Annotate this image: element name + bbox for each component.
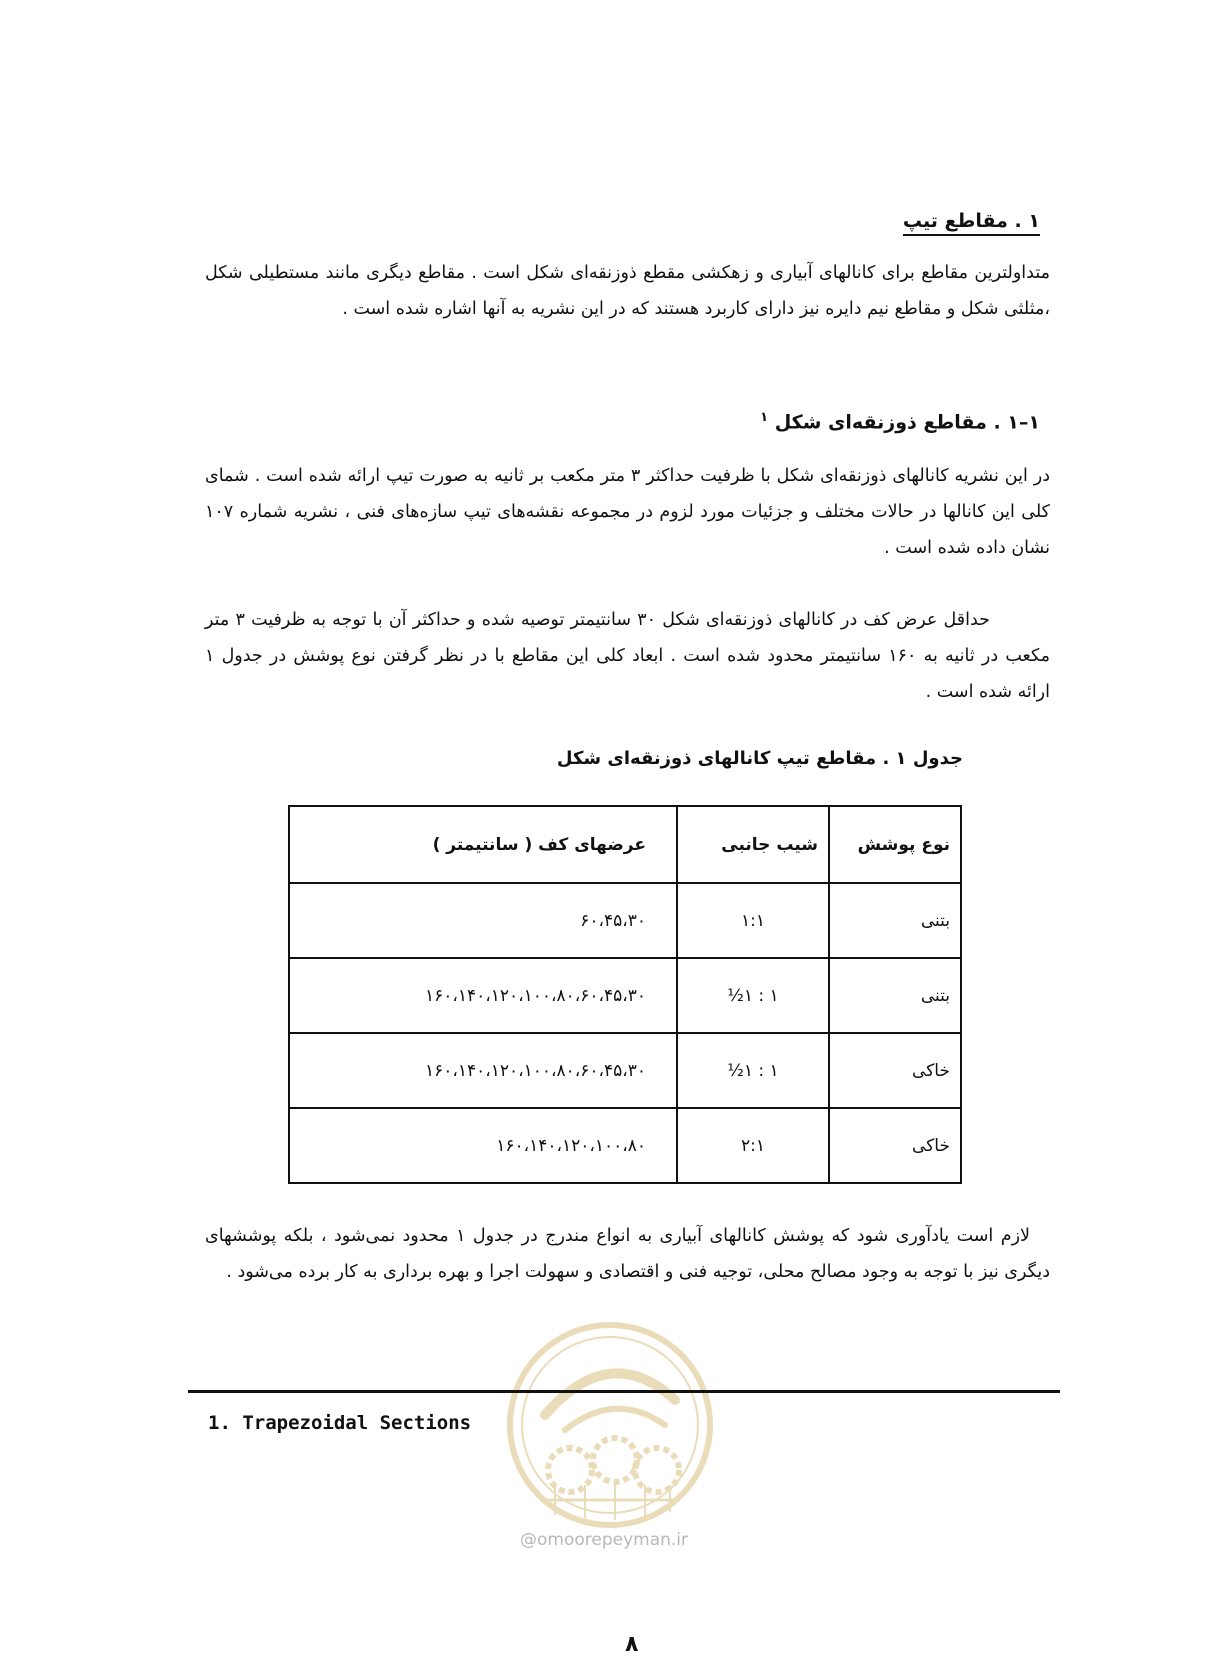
footnote-ref: ۱ — [760, 410, 769, 425]
page-number: ۸ — [625, 1632, 639, 1657]
section-heading-1-1 — [760, 410, 1040, 433]
header-bottom-widths: عرضهای کف ( سانتیمتر ) — [289, 806, 677, 883]
paragraph-2: در این نشریه کانالهای ذوزنقه‌ای شکل با ظرفیت حداکثر ۳ متر مکعب بر ثانیه به صورت تیپ ارائه شده است . شمای کلی این کانالها در حالات مختلف و جزئیات مورد لزوم در مجموعه نقشه‌های تیپ سازه‌های فنی ، نشریه شماره ۱۰۷ نشان داده شده است . — [205, 466, 1050, 558]
section-heading-1-1-text: ۱–۱ . مقاطع ذوزنقه‌ای شکل — [774, 411, 1040, 434]
widths-value: ۱۶۰،۱۴۰،۱۲۰،۱۰۰،۸۰،۶۰،۴۵،۳۰ — [424, 985, 646, 1006]
paragraph-4: لازم است یادآوری شود که پوشش کانالهای آبیاری به انواع مندرج در جدول ۱ محدود نمی‌شود ، بلکه پوششهای دیگری نیز با توجه به وجود مصالح محلی، توجیه فنی و اقتصادی و سهولت اجرا و بهره برداری به کار برده می‌شود . — [205, 1226, 1050, 1282]
omoorepeyman-seal-icon — [505, 1320, 715, 1530]
table-caption: جدول ۱ . مقاطع تیپ کانالهای ذوزنقه‌ای شکل — [556, 748, 963, 769]
cell-lining-type: بتنی — [829, 883, 961, 958]
cell-lining-type: بتنی — [829, 958, 961, 1033]
cell-bottom-widths — [289, 1108, 677, 1183]
cell-side-slope: ۱:۱ — [677, 883, 829, 958]
footnote: 1. Trapezoidal Sections — [208, 1412, 472, 1434]
watermark-site: @omoorepeyman.ir — [520, 1530, 689, 1550]
cell-side-slope: ۱ : ۱½ — [677, 1033, 829, 1108]
paragraph-1: متداولترین مقاطع برای کانالهای آبیاری و زهکشی مقطع ذوزنقه‌ای شکل است . مقاطع دیگری مانند مستطیلی شکل ،مثلثی شکل و مقاطع نیم دایره نیز دارای کاربرد هستند که در این نشریه به آنها اشاره شده است . — [205, 263, 1050, 319]
table-header-row — [289, 806, 961, 883]
canal-sections-table — [288, 805, 962, 1184]
cell-bottom-widths — [289, 1033, 677, 1108]
table-row — [289, 883, 961, 958]
footnote-divider — [188, 1390, 1060, 1393]
section-heading-1: ۱ . مقاطع تیپ — [903, 210, 1040, 236]
header-side-slope: شیب جانبی — [677, 806, 829, 883]
table-row — [289, 1108, 961, 1183]
header-lining-type: نوع پوشش — [829, 806, 961, 883]
cell-lining-type: خاکی — [829, 1108, 961, 1183]
table-row — [289, 1033, 961, 1108]
table-row — [289, 958, 961, 1033]
cell-bottom-widths — [289, 958, 677, 1033]
cell-lining-type: خاکی — [829, 1033, 961, 1108]
widths-value: ۱۶۰،۱۴۰،۱۲۰،۱۰۰،۸۰،۶۰،۴۵،۳۰ — [424, 1060, 646, 1081]
cell-bottom-widths — [289, 883, 677, 958]
cell-side-slope: ۲:۱ — [677, 1108, 829, 1183]
cell-side-slope: ۱ : ۱½ — [677, 958, 829, 1033]
paragraph-3: حداقل عرض کف در کانالهای ذوزنقه‌ای شکل ۳۰ سانتیمتر توصیه شده و حداکثر آن با توجه به ظرفیت ۳ متر مکعب در ثانیه به ۱۶۰ سانتیمتر محدود شده است . ابعاد کلی این مقاطع با در نظر گرفتن نوع پوشش در جدول ۱ ارائه شده است . — [205, 610, 1050, 702]
widths-value: ۱۶۰،۱۴۰،۱۲۰،۱۰۰،۸۰ — [496, 1135, 646, 1156]
widths-value: ۶۰،۴۵،۳۰ — [580, 910, 646, 931]
